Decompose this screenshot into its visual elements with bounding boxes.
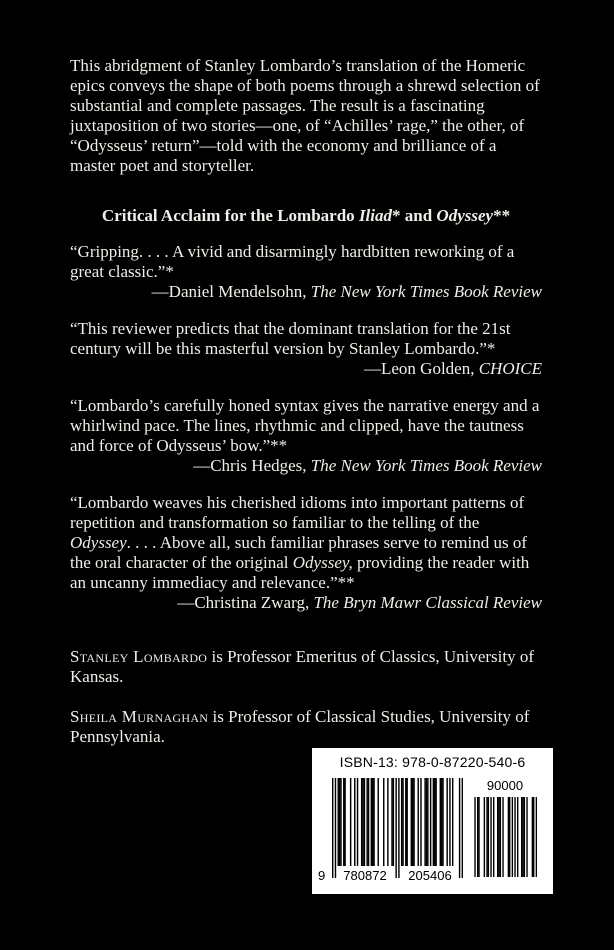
odyssey-title: Odyssey bbox=[70, 533, 127, 552]
attribution-source: CHOICE bbox=[478, 359, 542, 378]
author-bio-murnaghan bbox=[70, 707, 542, 747]
barcode-digit-group2: 205406 bbox=[408, 868, 452, 883]
author-bio-lombardo bbox=[70, 647, 542, 687]
isbn-label: ISBN-13: 978-0-87220-540-6 bbox=[339, 754, 526, 770]
quote-hedges bbox=[70, 396, 542, 476]
quote-attribution bbox=[70, 359, 542, 379]
author-name: Stanley Lombardo bbox=[70, 647, 208, 666]
author-bios bbox=[70, 647, 542, 747]
ean5-addon-barcode bbox=[473, 797, 537, 877]
attribution-source: The New York Times Book Review bbox=[310, 456, 542, 475]
quote-attribution bbox=[70, 456, 542, 476]
quote-text: “Lombardo’s carefully honed syntax gives the narrative energy and a whirlwind pace. The lines, rhythmic and clipped, have the tautness and force of Odysseus’ bow.”** bbox=[70, 396, 540, 455]
attribution-source: The New York Times Book Review bbox=[310, 282, 542, 301]
attribution-name: —Christina Zwarg, bbox=[177, 593, 314, 612]
back-cover-text-column bbox=[70, 56, 542, 747]
quote-attribution bbox=[70, 593, 542, 613]
quote-text bbox=[70, 493, 542, 593]
author-name: Sheila Murnaghan bbox=[70, 707, 209, 726]
attribution-source: The Bryn Mawr Classical Review bbox=[313, 593, 542, 612]
barcode-digit-lead: 9 bbox=[318, 868, 326, 883]
quote-part: providing the reader with an uncanny immediacy and relevance.”** bbox=[70, 553, 530, 592]
quote-text: “Gripping. . . . A vivid and disarmingly hardbitten reworking of a great classic.”* bbox=[70, 242, 515, 281]
acclaim-heading-pre: Critical Acclaim for the Lombardo bbox=[101, 206, 359, 225]
attribution-name: —Daniel Mendelsohn, bbox=[151, 282, 311, 301]
quote-attribution bbox=[70, 282, 542, 302]
odyssey-title: Odyssey, bbox=[292, 553, 353, 572]
attribution-name: —Chris Hedges, bbox=[193, 456, 311, 475]
barcode-digit-group1: 780872 bbox=[343, 868, 387, 883]
isbn-barcode-panel bbox=[312, 748, 553, 894]
addon-price-code: 90000 bbox=[486, 778, 524, 793]
quote-text: “This reviewer predicts that the dominant translation for the 21st century will be this masterful version by Stanley Lombardo.”* bbox=[70, 319, 511, 358]
quote-mendelsohn bbox=[70, 242, 542, 302]
author-bio-text: is Professor Emeritus of Classics, University of Kansas. bbox=[70, 647, 535, 686]
acclaim-heading-odyssey-title: Odyssey bbox=[436, 206, 494, 225]
acclaim-heading-iliad-title: Iliad bbox=[358, 206, 392, 225]
acclaim-heading-post: ** bbox=[493, 206, 511, 225]
acclaim-heading bbox=[70, 206, 542, 226]
ean13-barcode bbox=[332, 778, 463, 878]
acclaim-heading-mid: * and bbox=[392, 206, 437, 225]
attribution-name: —Leon Golden, bbox=[363, 359, 479, 378]
quote-golden bbox=[70, 319, 542, 379]
quote-zwarg bbox=[70, 493, 542, 613]
quote-part: “Lombardo weaves his cherished idioms into important patterns of repetition and transformation so familiar to the telling of the bbox=[70, 493, 525, 532]
quote-part: . . . . Above all, such familiar phrases serve to remind us of the oral character of the original bbox=[70, 533, 528, 572]
intro-paragraph: This abridgment of Stanley Lombardo’s translation of the Homeric epics conveys the shape of both poems through a shrewd selection of substantial and complete passages. The result is a fascinating juxtaposition of two stories—one, of “Achilles’ rage,” the other, of “Odysseus’ return”—told with the economy and brilliance of a master poet and storyteller. bbox=[70, 56, 540, 175]
author-bio-text: is Professor of Classical Studies, University of Pennsylvania. bbox=[70, 707, 530, 746]
